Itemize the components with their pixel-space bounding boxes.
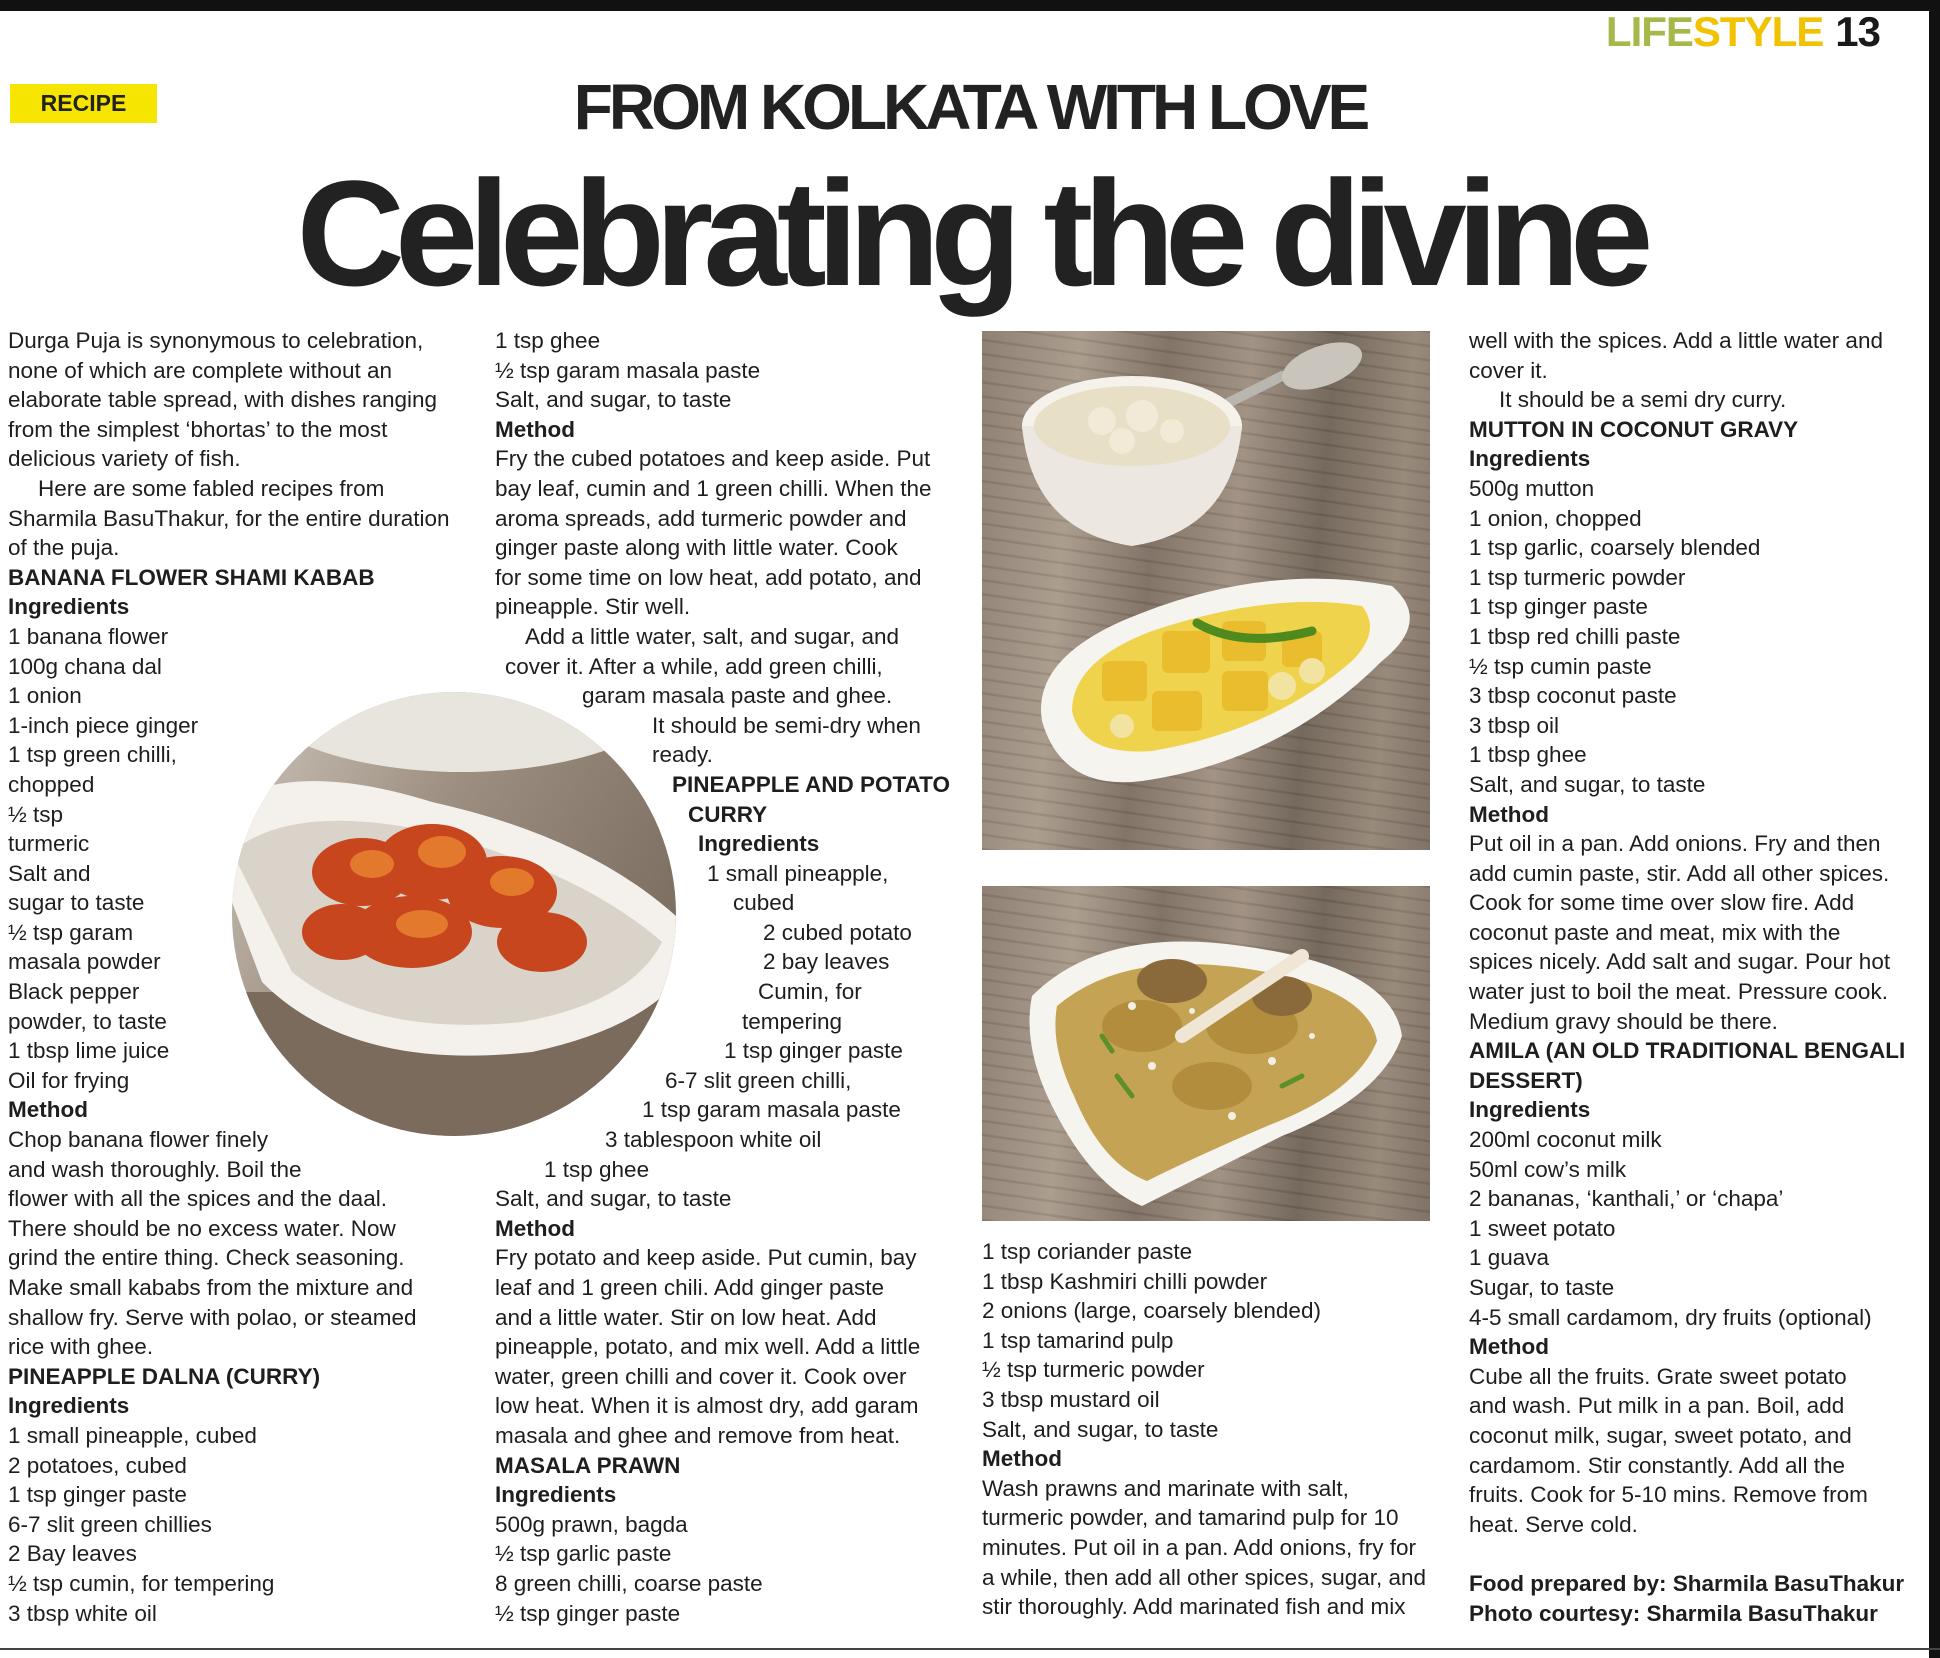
ingredient-line: Salt and <box>8 860 91 886</box>
credit-photo: Photo courtesy: Sharmila BasuThakur <box>1469 1600 1878 1626</box>
section-header <box>1606 8 1880 56</box>
ingredient-line: ½ tsp ginger paste <box>495 1600 681 1626</box>
method-line: masala and ghee and remove from heat. <box>495 1422 901 1448</box>
ingredient-line: ½ tsp <box>8 801 64 827</box>
method-line: stir thoroughly. Add marinated fish and mix <box>982 1594 1406 1620</box>
method-line: pineapple, potato, and mix well. Add a little <box>495 1334 921 1360</box>
ingredient-line: 1 tsp ginger paste <box>1469 594 1648 620</box>
ingredients-heading: Ingredients <box>8 594 130 620</box>
spacer-line <box>1469 1539 1905 1569</box>
ingredient-line: 1 tsp green chilli, <box>8 742 177 768</box>
kicker: FROM KOLKATA WITH LOVE <box>573 71 1367 143</box>
method-line: leaf and 1 green chili. Add ginger paste <box>495 1275 885 1300</box>
bottom-rule <box>0 1648 1940 1650</box>
ingredient-line: ½ tsp cumin, for tempering <box>8 1570 275 1596</box>
ingredient-line: 1 tsp ginger paste <box>724 1038 903 1064</box>
method-line: low heat. When it is almost dry, add garam <box>495 1393 919 1419</box>
method-line: water just to boil the meat. Pressure cook. <box>1469 979 1888 1005</box>
ingredient-line: powder, to taste <box>8 1008 167 1034</box>
intro-line: Sharmila BasuThakur, for the entire duration <box>8 505 450 531</box>
ingredient-line: Sugar, to taste <box>1469 1275 1615 1300</box>
ingredient-line: 1 tsp ghee <box>495 328 601 353</box>
recipe-title: MUTTON IN COCONUT GRAVY <box>1469 416 1799 442</box>
method-line: It should be semi-dry when <box>652 712 921 738</box>
ingredient-line: 500g mutton <box>1469 475 1595 501</box>
section-style: STYLE <box>1692 8 1824 55</box>
method-line: and a little water. Stir on low heat. Add <box>495 1304 877 1330</box>
method-line: Put oil in a pan. Add onions. Fry and then <box>1469 831 1881 857</box>
method-line: add cumin paste, stir. Add all other spices. <box>1469 860 1890 886</box>
pineapple-curry-photo <box>982 331 1430 850</box>
column-4 <box>1469 326 1905 1628</box>
ingredient-line: 1 small pineapple, <box>707 860 889 886</box>
ingredient-line: 200ml coconut milk <box>1469 1127 1662 1153</box>
ingredient-line: 2 bay leaves <box>763 949 890 975</box>
ingredient-line: 1 banana flower <box>8 623 169 649</box>
ingredients-heading: Ingredients <box>495 1482 617 1508</box>
ingredient-line: Salt, and sugar, to taste <box>982 1416 1219 1442</box>
page-number: 13 <box>1835 8 1880 55</box>
credit-food: Food prepared by: Sharmila BasuThakur <box>1469 1570 1905 1596</box>
ingredient-line: turmeric <box>8 831 90 857</box>
method-line: bay leaf, cumin and 1 green chilli. When the <box>495 475 932 501</box>
method-line: Medium gravy should be there. <box>1469 1008 1778 1034</box>
method-line: coconut paste and meat, mix with the <box>1469 919 1841 945</box>
method-heading: Method <box>982 1446 1062 1472</box>
ingredient-line: 2 potatoes, cubed <box>8 1452 187 1478</box>
ingredient-line: Salt, and sugar, to taste <box>495 1186 732 1212</box>
ingredient-line: 1 guava <box>1469 1245 1550 1271</box>
ingredient-line: Salt, and sugar, to taste <box>1469 771 1706 797</box>
column-3 <box>982 1237 1426 1622</box>
ingredient-line: ½ tsp garam masala paste <box>495 357 761 383</box>
method-line: It should be a semi dry curry. <box>1499 387 1787 413</box>
method-line: for some time on low heat, add potato, and <box>495 564 922 590</box>
recipe-title: PINEAPPLE DALNA (CURRY) <box>8 1363 321 1389</box>
method-line: Fry potato and keep aside. Put cumin, bay <box>495 1245 917 1271</box>
method-line: There should be no excess water. Now <box>8 1215 396 1241</box>
method-line: pineapple. Stir well. <box>495 594 691 620</box>
mutton-dish-illustration <box>982 886 1430 1221</box>
recipe-title: DESSERT) <box>1469 1067 1583 1093</box>
intro-line: Here are some fabled recipes from <box>38 475 385 501</box>
method-heading: Method <box>1469 801 1549 827</box>
ingredient-line: 3 tablespoon white oil <box>605 1127 822 1153</box>
method-line: and wash thoroughly. Boil the <box>8 1156 302 1182</box>
ingredients-heading: Ingredients <box>698 831 820 857</box>
ingredients-heading: Ingredients <box>8 1393 130 1419</box>
mutton-gravy-photo <box>982 886 1430 1221</box>
recipe-title: CURRY <box>688 801 768 827</box>
ingredient-line: 1 tsp coriander paste <box>982 1239 1193 1264</box>
intro-line: elaborate table spread, with dishes ranging <box>8 387 438 413</box>
ingredient-line: 1 onion, chopped <box>1469 505 1642 531</box>
ingredient-line: 1 tbsp red chilli paste <box>1469 623 1681 649</box>
method-line: Fry the cubed potatoes and keep aside. Put <box>495 446 931 472</box>
method-line: aroma spreads, add turmeric powder and <box>495 505 907 531</box>
ingredient-line: tempering <box>742 1008 843 1034</box>
ingredient-line: 2 Bay leaves <box>8 1541 137 1567</box>
recipe-title: AMILA (AN OLD TRADITIONAL BENGALI <box>1469 1038 1906 1064</box>
intro-line: delicious variety of fish. <box>8 446 241 472</box>
ingredient-line: 1 tsp ginger paste <box>8 1482 187 1508</box>
ingredient-line: 2 onions (large, coarsely blended) <box>982 1298 1321 1324</box>
column-1 <box>8 326 450 1628</box>
ingredient-line: 1 tbsp Kashmiri chilli powder <box>982 1268 1268 1294</box>
ingredient-line: 3 tbsp oil <box>1469 712 1560 738</box>
ingredient-line: 100g chana dal <box>8 653 162 679</box>
recipe-title: MASALA PRAWN <box>495 1452 681 1478</box>
ingredient-line: 3 tbsp white oil <box>8 1600 157 1626</box>
intro-line: of the puja. <box>8 535 120 561</box>
ingredient-line: 6-7 slit green chillies <box>8 1511 212 1537</box>
method-line: cover it. After a while, add green chilli, <box>505 653 883 679</box>
ingredient-line: 2 cubed potato <box>763 919 912 945</box>
intro-line: Durga Puja is synonymous to celebration, <box>8 328 424 353</box>
ingredient-line: 2 bananas, ‘kanthali,’ or ‘chapa’ <box>1469 1186 1784 1212</box>
method-line: well with the spices. Add a little water and <box>1469 328 1883 353</box>
method-line: water, green chilli and cover it. Cook over <box>495 1363 907 1389</box>
recipe-title: BANANA FLOWER SHAMI KABAB <box>8 564 375 590</box>
ingredient-line: 1 tsp garlic, coarsely blended <box>1469 535 1761 561</box>
method-line: Wash prawns and marinate with salt, <box>982 1475 1349 1501</box>
ingredient-line: Black pepper <box>8 979 140 1005</box>
method-line: Cook for some time over slow fire. Add <box>1469 890 1855 916</box>
ingredient-line: Salt, and sugar, to taste <box>495 387 732 413</box>
method-line: Cube all the fruits. Grate sweet potato <box>1469 1363 1847 1389</box>
ingredient-line: 3 tbsp mustard oil <box>982 1386 1160 1412</box>
method-line: grind the entire thing. Check seasoning. <box>8 1245 405 1271</box>
ingredient-line: 1 tsp garam masala paste <box>642 1097 901 1123</box>
method-line: minutes. Put oil in a pan. Add onions, fry for <box>982 1534 1416 1560</box>
method-heading: Method <box>495 1215 575 1241</box>
ingredient-line: chopped <box>8 771 95 797</box>
ingredient-line: 1 tsp tamarind pulp <box>982 1327 1174 1353</box>
recipe-title: PINEAPPLE AND POTATO <box>672 771 950 797</box>
method-line: and wash. Put milk in a pan. Boil, add <box>1469 1393 1845 1419</box>
method-line: cover it. <box>1469 357 1548 383</box>
method-line: rice with ghee. <box>8 1334 154 1360</box>
method-line: fruits. Cook for 5-10 mins. Remove from <box>1469 1482 1868 1508</box>
ingredient-line: ½ tsp cumin paste <box>1469 653 1652 679</box>
ingredient-line: 1 tbsp lime juice <box>8 1038 170 1064</box>
ingredient-line: 50ml cow’s milk <box>1469 1156 1627 1182</box>
ingredient-line: Oil for frying <box>8 1067 130 1093</box>
method-line: coconut milk, sugar, sweet potato, and <box>1469 1422 1852 1448</box>
ingredient-line: ½ tsp turmeric powder <box>982 1357 1205 1383</box>
ingredient-line: 1 small pineapple, cubed <box>8 1422 257 1448</box>
ingredient-line: 1 sweet potato <box>1469 1215 1616 1241</box>
section-life: LIFE <box>1605 8 1693 55</box>
intro-line: from the simplest ‘bhortas’ to the most <box>8 416 388 442</box>
ingredients-heading: Ingredients <box>1469 1097 1591 1123</box>
ingredient-line: ½ tsp garam <box>8 919 134 945</box>
method-line: turmeric powder, and tamarind pulp for 10 <box>982 1505 1399 1531</box>
headline: Celebrating the divine <box>296 149 1644 317</box>
method-heading: Method <box>1469 1334 1549 1360</box>
method-line: heat. Serve cold. <box>1469 1511 1638 1537</box>
recipe-tag: RECIPE <box>10 84 157 123</box>
ingredient-line: 1 tbsp ghee <box>1469 742 1587 768</box>
method-line: Chop banana flower finely <box>8 1127 269 1153</box>
ingredient-line: cubed <box>733 890 795 916</box>
ingredient-line: 500g prawn, bagda <box>495 1511 688 1537</box>
ingredient-line: 8 green chilli, coarse paste <box>495 1570 763 1596</box>
ingredient-line: 1-inch piece ginger <box>8 712 199 738</box>
ingredient-line: 1 onion <box>8 683 82 709</box>
method-line: Add a little water, salt, and sugar, and <box>525 623 899 649</box>
curry-dish-illustration <box>982 331 1430 850</box>
ingredient-line: Cumin, for <box>758 979 862 1005</box>
method-line: flower with all the spices and the daal. <box>8 1186 387 1212</box>
ingredients-heading: Ingredients <box>1469 446 1591 472</box>
ingredient-line: 1 tsp ghee <box>544 1156 650 1182</box>
method-line: Make small kababs from the mixture and <box>8 1275 414 1300</box>
method-line: a while, then add all other spices, sugar, and <box>982 1564 1427 1590</box>
ingredient-line: masala powder <box>8 949 161 975</box>
column-2 <box>495 326 950 1628</box>
ingredient-line: 3 tbsp coconut paste <box>1469 683 1677 709</box>
method-line: ready. <box>652 742 713 768</box>
ingredient-line: ½ tsp garlic paste <box>495 1541 672 1567</box>
method-line: ginger paste along with little water. Cook <box>495 535 898 561</box>
method-heading: Method <box>8 1097 88 1123</box>
ingredient-line: 6-7 slit green chilli, <box>665 1067 852 1093</box>
intro-line: none of which are complete without an <box>8 357 392 383</box>
method-line: shallow fry. Serve with polao, or steamed <box>8 1304 417 1330</box>
ingredient-line: 1 tsp turmeric powder <box>1469 564 1686 590</box>
ingredient-line: sugar to taste <box>8 890 145 916</box>
method-line: garam masala paste and ghee. <box>582 683 893 709</box>
ingredient-line: 4-5 small cardamom, dry fruits (optional) <box>1469 1304 1872 1330</box>
method-line: spices nicely. Add salt and sugar. Pour hot <box>1469 949 1891 975</box>
method-heading: Method <box>495 416 575 442</box>
method-line: cardamom. Stir constantly. Add all the <box>1469 1452 1846 1478</box>
